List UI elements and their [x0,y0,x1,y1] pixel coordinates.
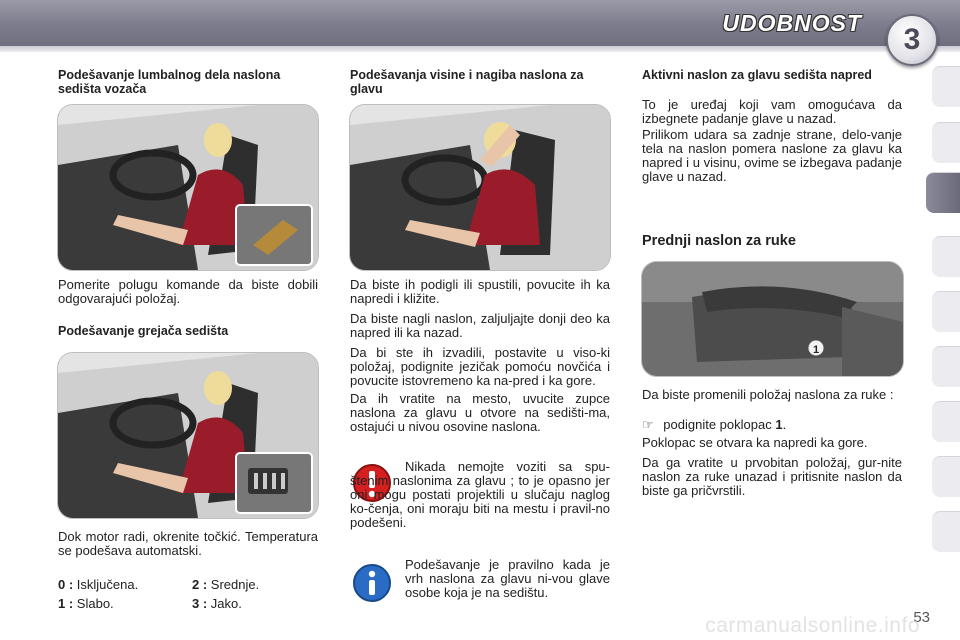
headrest-text-4: Da ih vratite na mesto, uvucite zupce naslona za glavu u otvore na sedišti-ma, ostajući u nivou osovine naslona. [350,391,610,434]
lumbar-illustration [58,105,318,270]
active-headrest-text-1: To je uređaj koji vam omogućava da izbegnete padanje glave u nazad. [642,97,902,126]
setting-key: 2 : [192,577,208,592]
warning-text: Nikada nemojte voziti sa spu-štenim naslonima za glavu ; to je opasno jer oni mogu postati projektili u slučaju naglog ko-čenja, oni moraju biti na mestu i pravil-no podešeni. [350,459,610,530]
setting-label: Jako. [210,596,242,611]
setting-key: 1 : [58,596,74,611]
armrest-heading: Prednji naslon za ruke [642,233,796,249]
chapter-tabs [926,66,960,574]
chapter-tab-3-active[interactable] [926,172,960,213]
armrest-text-3: Da ga vratite u prvobitan položaj, gur-nite naslon za ruke unazad i pritisnite naslon da biste ga pričvrstili. [642,455,902,498]
chapter-tab-2[interactable] [932,122,960,163]
armrest-text-1: Da biste promenili položaj naslona za ruke : [642,387,894,402]
active-headrest-text-2: Prilikom udara sa zadnje strane, delo-vanje tela na naslon pomera naslone za glavu ka napred i u visinu, ovime se izbegava padanje glave u nazad. [642,127,902,184]
setting-label: Srednje. [210,577,260,592]
headrest-text-2: Da biste nagli naslon, zaljuljajte donji deo ka napred ili ka nazad. [350,311,610,340]
lumbar-text: Pomerite polugu komande da biste dobili odgovarajući položaj. [58,277,318,306]
lumbar-heading: Podešavanje lumbalnog dela naslona sedišta vozača [58,68,281,96]
watermark: carmanualsonline.info [705,614,920,637]
info-text: Podešavanje je pravilno kada je vrh naslona za glavu ni-vou glave osobe koja je na sedištu. [405,557,610,600]
headrest-text-1: Da biste ih podigli ili spustili, povucite ih ka napredi i kližite. [350,277,610,306]
page-number: 53 [913,609,930,626]
headrest-heading: Podešavanja visine i nagiba naslona za glavu [350,68,584,96]
lumbar-photo [57,104,319,271]
bullet-number: 1 [775,417,783,432]
setting-label: Slabo. [76,596,114,611]
info-icon [352,563,392,603]
setting-key: 0 : [58,577,74,592]
armrest-bullet [642,418,786,432]
setting-3 [192,597,242,611]
page-title: UDOBNOST [722,10,862,36]
armrest-text-2: Poklopac se otvara ka napredi ka gore. [642,435,868,450]
setting-0 [58,578,138,592]
setting-2 [192,578,259,592]
armrest-photo [641,261,904,377]
chapter-badge: 3 [886,14,938,66]
headrest-text-3: Da bi ste ih izvadili, postavite u viso-ki položaj, podignite jezičak pomoću novčića i povucite istovremeno ka na-pred i ka gore. [350,345,610,388]
chapter-tab-7[interactable] [932,401,960,442]
headrest-photo [349,104,611,271]
setting-1 [58,597,114,611]
chapter-tab-6[interactable] [932,346,960,387]
armrest-illustration [642,262,903,376]
bullet-period: . [782,417,787,432]
active-headrest-heading: Aktivni naslon za glavu sedišta napred [642,68,872,82]
header-divider [0,46,960,52]
heater-text: Dok motor radi, okrenite točkić. Temperatura se podešava automatski. [58,529,318,558]
heater-heading: Podešavanje grejača sedišta [58,324,229,338]
chapter-tab-8[interactable] [932,456,960,497]
chapter-tab-9[interactable] [932,511,960,552]
callout-number: 1 [813,344,820,356]
chapter-tab-4[interactable] [932,236,960,277]
setting-key: 3 : [192,596,208,611]
bullet-text: podignite poklopac [663,417,772,432]
heater-illustration [58,353,318,518]
headrest-illustration [350,105,610,270]
heater-photo [57,352,319,519]
chapter-tab-1[interactable] [932,66,960,107]
setting-label: Isključena. [76,577,139,592]
pointer-icon: ☞ [642,417,654,432]
chapter-tab-5[interactable] [932,291,960,332]
